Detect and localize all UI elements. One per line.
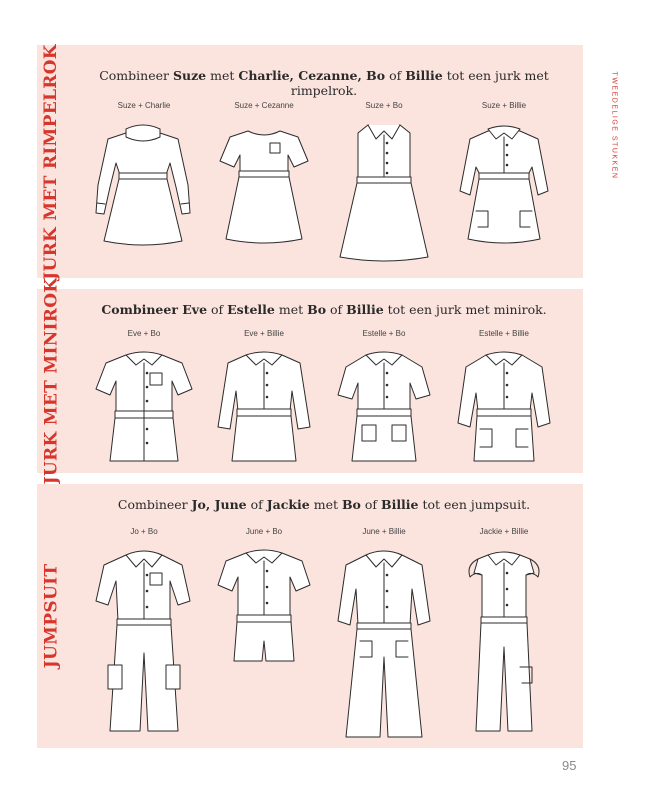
garment-june-billie (332, 527, 436, 745)
garment-label: Suze + Bo (365, 101, 403, 110)
jumpsuit-illustration (92, 541, 196, 741)
garment-estelle-bo (332, 329, 436, 469)
dress-illustration (332, 115, 436, 275)
headline-segment: of (326, 302, 347, 317)
dress-illustration (452, 343, 556, 467)
garment-label: Jo + Bo (130, 527, 158, 536)
jumpsuit-illustration (212, 541, 316, 701)
headline-segment: of (360, 497, 381, 512)
headline-segment: Bo (307, 302, 327, 317)
garment-suze-bo (332, 101, 436, 271)
garment-jo-bo (92, 527, 196, 745)
headline-segment: Combineer (99, 68, 173, 83)
headline-segment: Billie (381, 497, 419, 512)
headline-segment: Jackie (266, 497, 310, 512)
headline-segment: met (309, 497, 342, 512)
headline-segment: tot een jurk met rimpelrok. (290, 68, 549, 98)
dress-illustration (92, 115, 196, 265)
headline-segment: of (246, 497, 267, 512)
headline-segment: of (385, 68, 406, 83)
section-side-title: JUMPSUIT (41, 563, 62, 669)
headline-segment: of (207, 302, 228, 317)
garment-suze-charlie (92, 101, 196, 271)
running-head: TWEEDELIGE STUKKEN (610, 71, 618, 179)
headline-segment: Estelle (227, 302, 275, 317)
section-side-title: JURK MET RIMPELROK (41, 43, 61, 280)
garment-eve-billie (212, 329, 316, 469)
garment-label: June + Billie (362, 527, 406, 536)
headline-segment: Billie (346, 302, 384, 317)
headline-segment: Jo, June (191, 497, 247, 512)
garment-estelle-billie (452, 329, 556, 469)
garment-label: Suze + Billie (481, 101, 527, 110)
garment-label: Eve + Billie (244, 329, 284, 338)
dress-illustration (332, 343, 436, 467)
dress-illustration (92, 343, 196, 467)
section-jumpsuit (37, 484, 583, 748)
section-headline (65, 302, 583, 317)
garment-june-bo (212, 527, 316, 745)
dress-illustration (452, 115, 556, 265)
headline-segment: met (206, 68, 239, 83)
garment-suze-cezanne (212, 101, 316, 271)
garment-label: Suze + Charlie (117, 101, 171, 110)
jumpsuit-illustration (452, 541, 556, 741)
garment-suze-billie (452, 101, 556, 271)
garment-label: June + Bo (245, 527, 283, 536)
section-side-title: JURK MET MINIROK (41, 277, 61, 485)
garment-label: Estelle + Billie (478, 329, 530, 338)
headline-segment: Bo (341, 497, 361, 512)
garment-label: Suze + Cezanne (234, 101, 294, 110)
page-number: 95 (562, 758, 577, 773)
dress-illustration (212, 343, 316, 467)
garment-jackie-billie (452, 527, 556, 745)
section-jurk-met-minirok (37, 277, 583, 485)
jumpsuit-illustration (332, 541, 436, 745)
headline-segment: tot een jurk met minirok. (383, 302, 547, 317)
headline-segment: Billie (405, 68, 443, 83)
headline-segment: Combineer Eve (101, 302, 208, 317)
garment-label: Eve + Bo (127, 329, 161, 338)
section-jurk-met-rimpelrok (37, 45, 583, 278)
headline-segment: Combineer (117, 497, 192, 512)
headline-segment: tot een jumpsuit. (418, 497, 531, 512)
garment-eve-bo (92, 329, 196, 469)
garment-label: Jackie + Billie (479, 527, 529, 536)
headline-segment: Suze (172, 68, 207, 83)
section-headline (65, 68, 583, 98)
section-headline (65, 497, 583, 512)
garment-label: Estelle + Bo (362, 329, 406, 338)
headline-segment: Charlie, Cezanne, Bo (238, 68, 386, 83)
dress-illustration (212, 115, 316, 265)
headline-segment: met (274, 302, 308, 317)
